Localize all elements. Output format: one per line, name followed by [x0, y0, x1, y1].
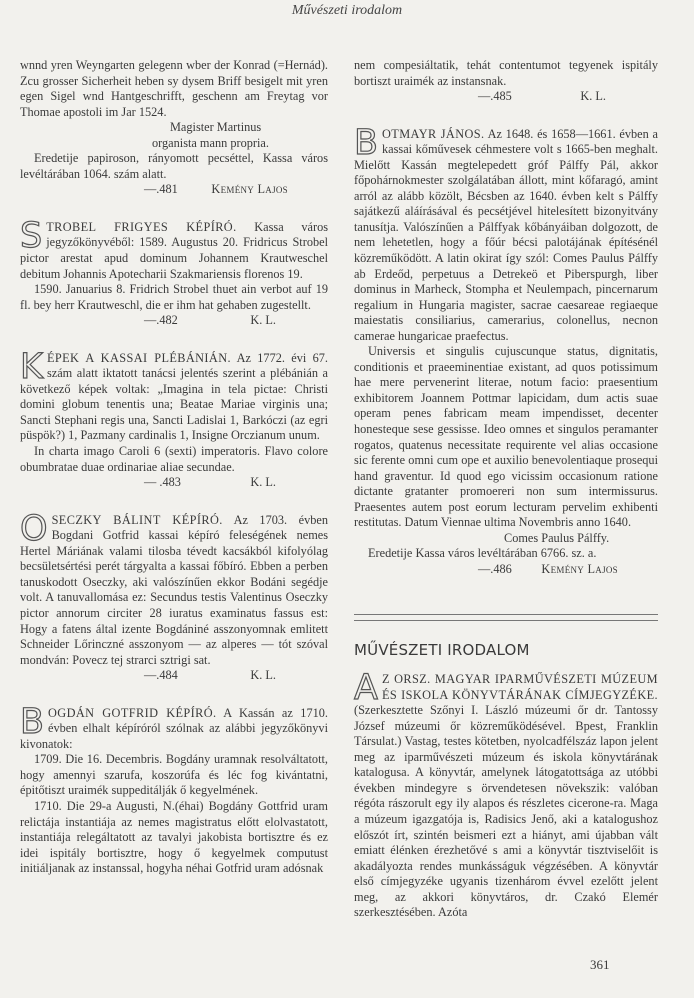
entry-title: ÉPEK A KASSAI PLÉBÁNIÁN.	[46, 350, 231, 365]
entry-body: 1590. Januarius 8. Fridrich Strobel thuet ain verbot auf 19 fl. bey herr Krautweschl, die er ihm hat gehaben zugestellt.	[20, 282, 328, 312]
drop-cap: B	[354, 122, 379, 163]
entry-title: SECZKY BÁLINT KÉPÍRÓ.	[51, 512, 223, 527]
entry-number: —.486	[478, 561, 512, 576]
entry-title: Z ORSZ. MAGYAR IPARMŰVÉSZETI MÚZEUM ÉS ISKOLA KÖNYVTÁRÁNAK CÍMJEGYZÉKE.	[381, 672, 658, 702]
entry-number: —.482	[144, 313, 178, 328]
drop-cap: B	[20, 701, 45, 742]
entry-body: In charta imago Caroli 6 (sexti) imperatoris. Flavo colore obumbratae duae ordinariae aliae secundae.	[20, 444, 328, 474]
entry-bogdan	[20, 701, 328, 877]
entry-body: Az 1772. évi 67. szám alatt iktatott tanácsi jelentés szerint a plébánián a következő képek voltak: „Imagina in tela pictae: Christi domini globum tenentis una; Beatae Mariae virginis una; Sancti Stephani regis una, Sancti Ladislai 1, Barkóczi (az egri püspök?) 1, Pazmany cardinalis 1, Insigne Orczianum unum.	[20, 350, 328, 443]
entry-botmayr	[354, 122, 659, 578]
drop-cap: K	[20, 346, 43, 387]
entry-body: Universis et singulis cujuscunque status, dignitatis, conditionis et praeeminentiae existant, ad quos potissimum hae mere pervenerint literae, notum facio: praesentium exhibitorem Joannem Pottmar lapicidam, dum actis suae operam penes fabricam meam impendisset, decenter honesteque sese gessisse. Ideo omnes et singulos peramanter rogatos, quatenus necessitate requirente vel alias occasione sic ferente omni cum ope et auxilio benevolentiaque prosequi hand graventur. Id quod ego vicissim occasionum ratione dictante gratanter promoereri non sum intermissurus. Praesentes autem post eorum lecturam pervelim exhibenti restitutas. Datum Viennae ultima Novembris anno 1640.	[354, 344, 658, 530]
entry-title: TROBEL FRIGYES KÉPÍRÓ.	[46, 219, 237, 234]
source-note: Eredetije papiroson, rányomott pecséttel, Kassa város levéltárában 1064. szám alatt.	[20, 151, 328, 181]
divider-rule	[354, 620, 658, 621]
entry-kepek	[20, 346, 328, 491]
entry-author: Kemény Lajos	[211, 182, 288, 197]
entry-number: — .483	[144, 475, 181, 490]
entry-strobel	[20, 215, 329, 329]
entry-body: A Kassán az 1710. évben elhalt képíróról szólnak az alábbi jegyzőkönyvi kivonatok:	[20, 705, 328, 751]
entry-number: —.485	[478, 89, 512, 104]
section-title: MŰVÉSZETI IRODALOM	[354, 640, 530, 659]
signature-line: Magister Martinus	[170, 120, 262, 135]
entry-title: OTMAYR JÁNOS.	[382, 126, 485, 141]
signature-line: organista mann propria.	[152, 135, 269, 150]
entry-reference	[354, 562, 658, 578]
entry-reference	[20, 182, 328, 198]
entry-author: K. L.	[250, 668, 276, 683]
entry-author: K. L.	[250, 313, 276, 328]
entry-body: 1709. Die 16. Decembris. Bogdány uramnak resolváltatott, hogy amennyi szarufa, koszorúfa és léc fog kivántatni, épitőtiszt uraimék suppeditálják ő kegyelmének.	[20, 752, 328, 798]
entry-body: 1710. Die 29-a Augusti, N.(éhai) Bogdány Gottfrid uram relictája instantiája az nemes magistratus előtt elolvastatott, instantiája relegáltatott az tavalyi jakobista bortisztre és ez idei ispitály bortisztre, hogy ő kegyelmek computust initiáljanak az instanssal, hogyha néhai Gotfrid uram adósnak	[20, 798, 328, 876]
entry-reference	[20, 313, 328, 329]
entry-author: K. L.	[580, 89, 606, 104]
drop-cap: S	[20, 215, 43, 256]
entry-oseczky	[20, 508, 328, 684]
entry-reference	[20, 668, 328, 684]
section-divider	[354, 614, 658, 621]
entry-body: Az 1648. és 1658—1661. évben a kassai kőművesek céhmestere volt s 1665-ben meghalt. Mielőtt Kassán megtelepedett gróf Pálffy Pál, akkor főpohárnokmester szolgálatában állott, mint kőfaragó, amint arról az alább közölt, Bécsben az 1640. évben kelt s Pálffy sajátkezű aláírásával és pecsétjével hitelesített bizonyitvány tanusítja. Valószínűen a Pálffyak kőbányáiban dolgozott, de nem lehetetlen, hogy a főúr bécsi palotájának építésénél közreműködött. A latin okirat így szól: Comes Paulus Pálffy ab Erdeőd, perpetuus a Detrekeö et Piberspurgh, liber dominus in Marheck, Stompha et Neulempach, pincernarum regalium in Hungaria magister, sacrae caesareae regiaeque maiestatis consiliarius, camerarius, colonellus, necnon camerae hungaricae praefectus.	[354, 126, 659, 343]
right-column	[354, 58, 658, 921]
entry-number: —.481	[144, 182, 178, 197]
entry-body: (Szerkesztette Szőnyi I. László múzeumi őr dr. Tantossy József múzeumi őr közreműködésével. Bpest, Franklin Társulat.) Vastag, testes kötetben, nyolcadfélszáz lapon jelent meg az iparművészeti múzeum és iskola könyvtárának katalogusa. A könyvtár, amelynek látogatottsága az utóbbi években mindegyre s örvendetesen növekszik: valóban régóta rászorult egy ily alapos és részletes cicerone-ra. Maga a múzeum igazgatója is, Radisics Jenő, aki a katalogushoz előszót írt, szintén beismeri ezt a hiányt, ami újabban vált emiatt élénken érezhetővé s ami a könyvtár tisztviselőit is akadályozta rendes munkásságuk végzésében. A könyvtár első címjegyzéke ugyanis tizenhárom évvel ezelőtt jelent meg, az akkori könyvtáros, dr. Czakó Elemér szerkesztésében. Azóta	[354, 703, 658, 920]
entry-title: OGDÁN GOTFRID KÉPÍRÓ.	[48, 705, 217, 720]
page-number: 361	[590, 957, 610, 972]
entry-number: —.484	[144, 668, 178, 683]
entry-author: Kemény Lajos	[541, 561, 618, 576]
entry-reference	[20, 475, 328, 491]
source-note: Eredetije Kassa város levéltárában 6766. sz. a.	[368, 546, 597, 561]
entry-reference	[354, 89, 658, 105]
divider-rule	[354, 614, 658, 615]
drop-cap: O	[20, 508, 48, 549]
entry-body: Az 1703. évben Bogdani Gotfrid kassai képíró feleségének nemes Hertel Máriának valami tilosba tévedt kacsákból kifolyólag becsületsértési perét tárgyalta a kassai főbíró. Ebben a perben tanuskodott Oseczky, aki valószínűen ekkor Bodáni segédje volt. A tanuvallomása ez: Secundus testis Valentinus Oseczky pictor annorum circiter 28 iuratus examinatus fassus est: Hogy a fatens által izente Bogdániné asszonyomnak emlitett Schneider Lőrinczné asszonyom — az alperes — tót szóval mondván: Povecz tej strarci sztrigi sat.	[20, 512, 328, 667]
continuation-text: wnnd yren Weyngarten gelegenn wber der Konrad (=Hernád). Zcu grosser Sicherheit heben sy dysem Briff besigelt mit yren egen Sigel wnd Hantgeschrifft, geschenn am Freytag vor Thomae apostoli im Jar 1524.	[20, 58, 328, 119]
signature-line: Comes Paulus Pálffy.	[504, 530, 610, 545]
continuation-text: nem compesiáltatik, tehát contentumot tegyenek ispitály bortiszt uraimék az instansnak.	[354, 58, 658, 88]
entry-review	[354, 668, 658, 921]
entry-body: Kassa város jegyzőkönyvéből: 1589. Augustus 20. Fridricus Strobel pictor arestat apud dominum Johannem Krautweschel debitum Johannis Apotecharii Szakmariensis florenos 19.	[20, 219, 329, 281]
entry-author: K. L.	[250, 475, 276, 490]
running-head: Művészeti irodalom	[291, 3, 403, 18]
left-column	[20, 58, 328, 877]
drop-cap: A	[354, 668, 378, 709]
